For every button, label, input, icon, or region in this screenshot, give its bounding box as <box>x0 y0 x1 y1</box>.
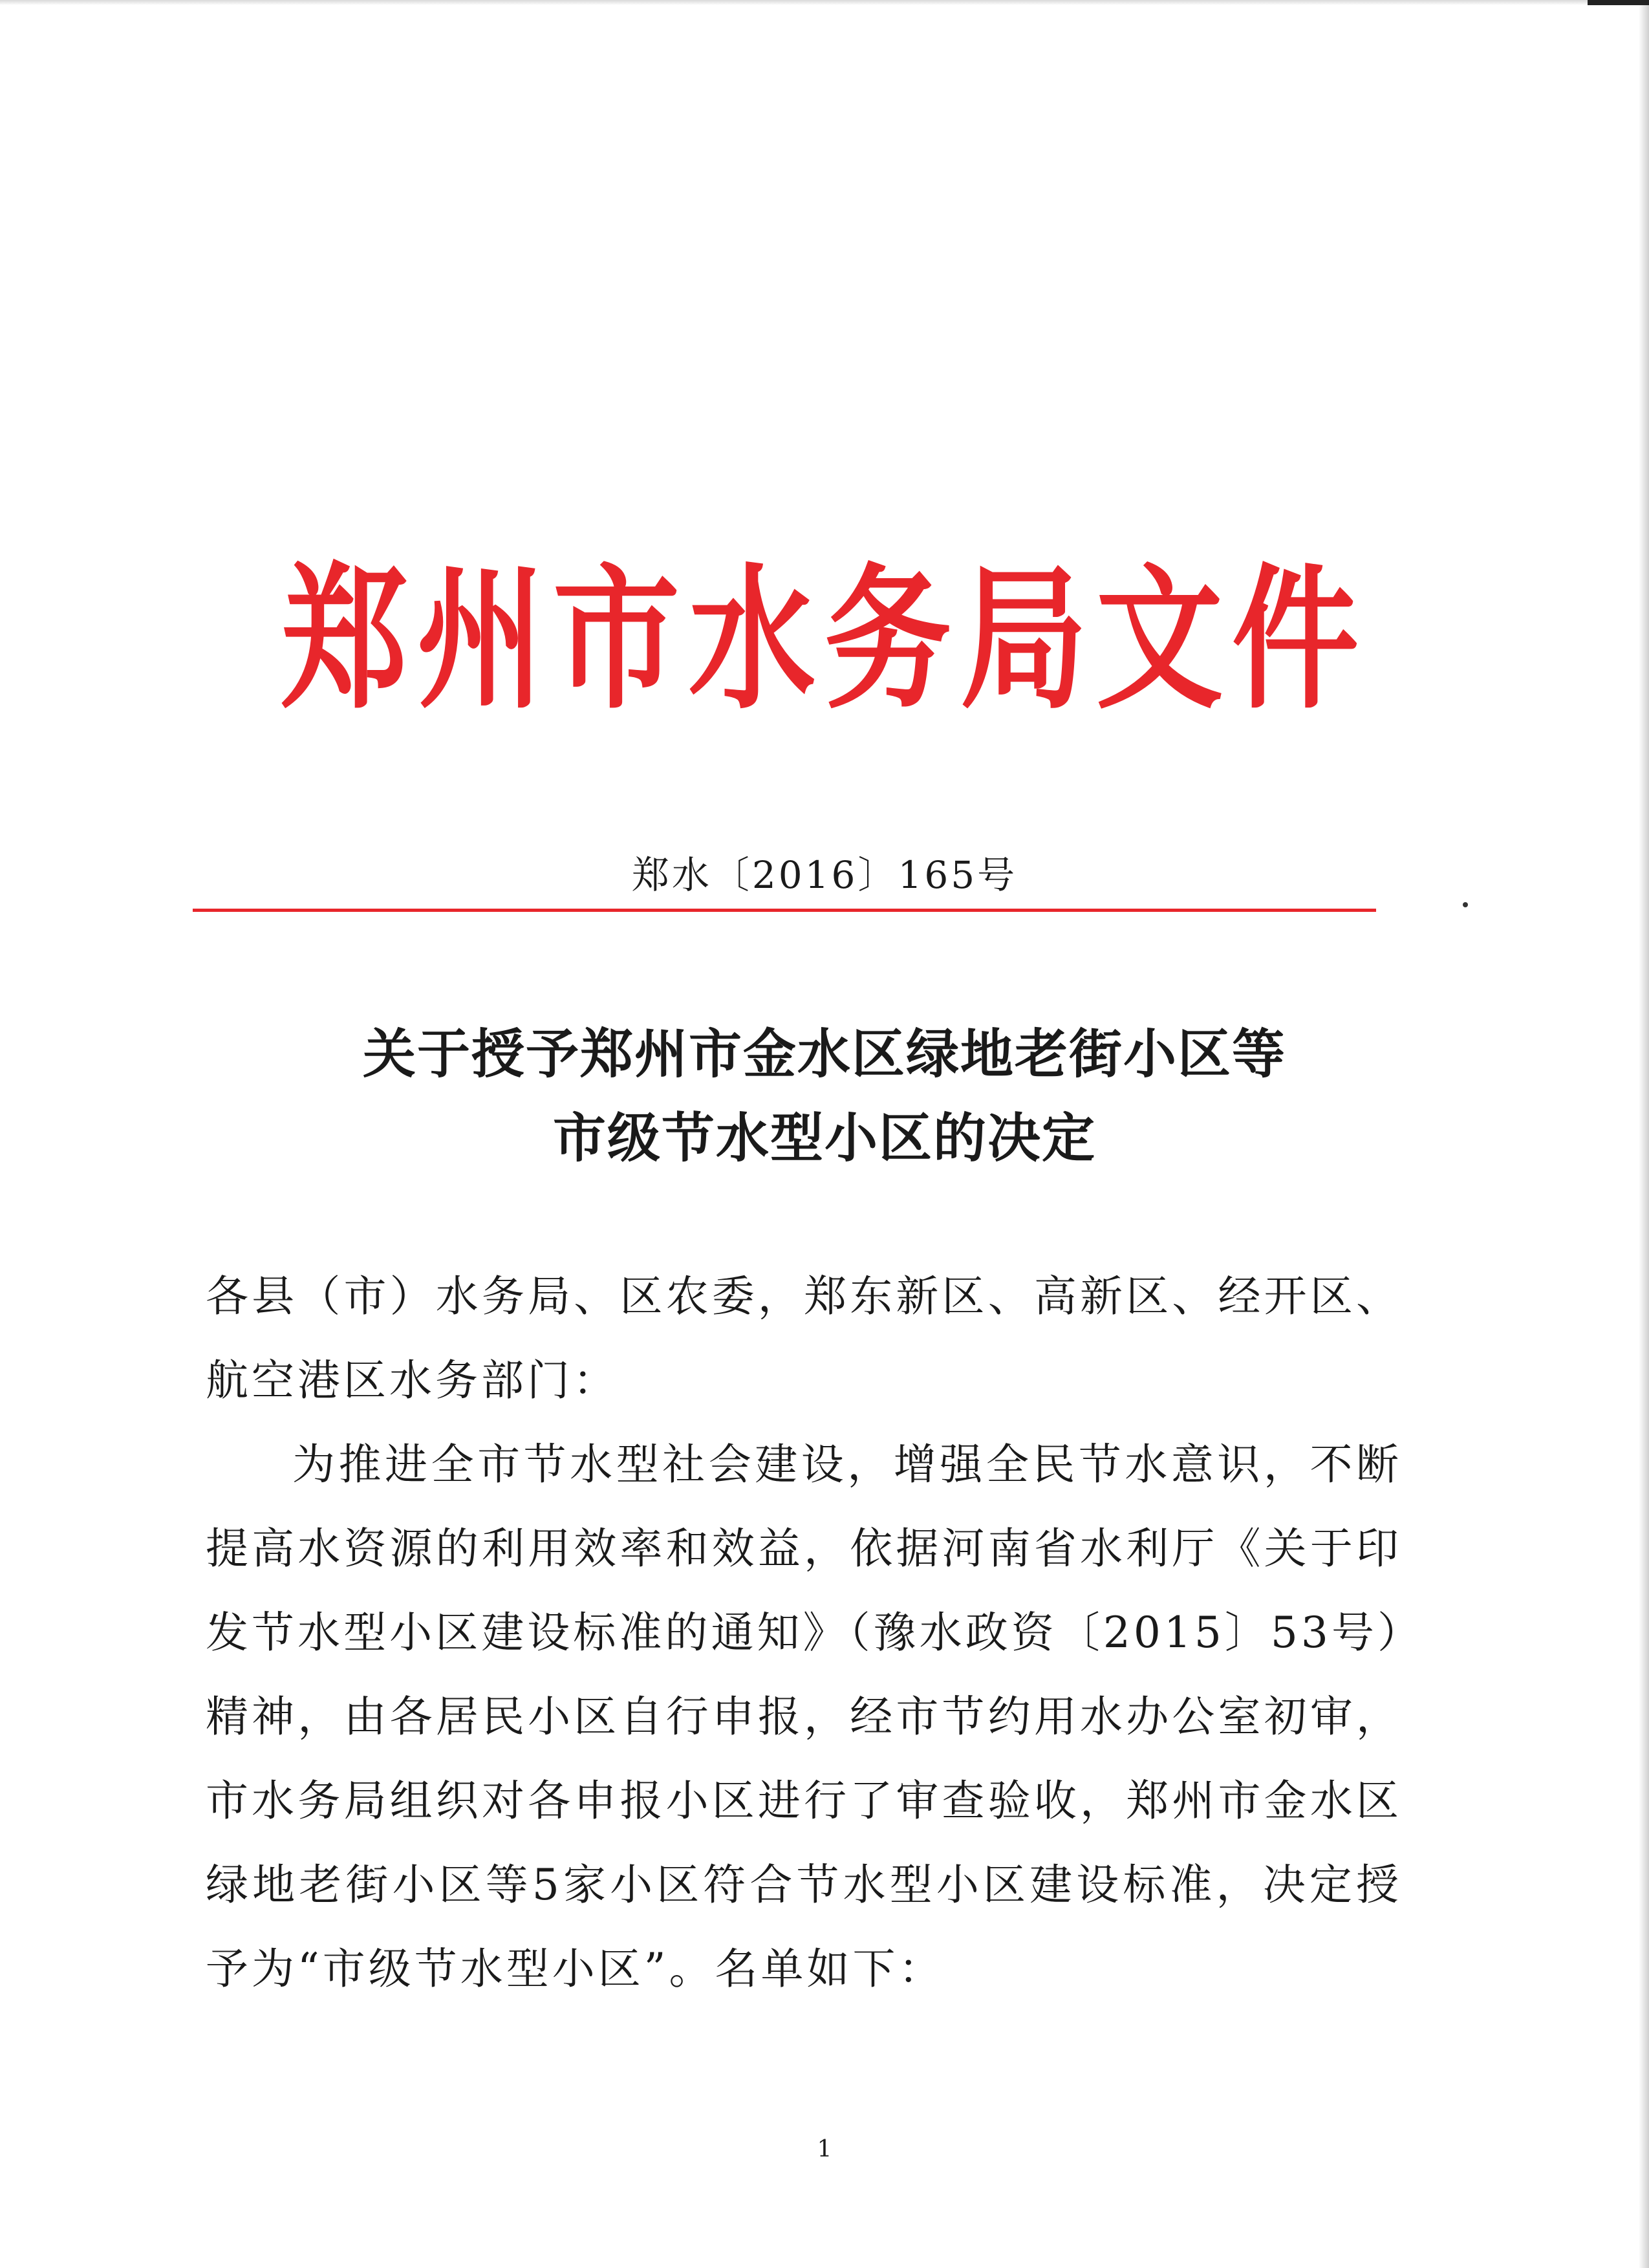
page-number: 1 <box>817 2136 832 2163</box>
stray-dot <box>1463 902 1468 907</box>
document-title-line-1: 关于授予郑州市金水区绿地老街小区等 <box>362 1023 1286 1085</box>
document-title-line-2: 市级节水型小区的决定 <box>552 1107 1096 1169</box>
scan-edge-top <box>0 0 1649 5</box>
body-paragraph-1: 为推进全市节水型社会建设，增强全民节水意识，不断提高水资源的利用效率和效益，依据河南省水利厅《关于印发节水型小区建设标准的通知》（豫水政资〔2015〕53号）精神，由各居民小区自行申报，经市节约用水办公室初审，市水务局组织对各申报小区进行了审查验收，郑州市金水区绿地老街小区等5家小区符合节水型小区建设标准，决定授予为“市级节水型小区”。名单如下： <box>206 1440 1402 1994</box>
salutation: 各县（市）水务局、区农委，郑东新区、高新区、经开区、航空港区水务部门： <box>206 1271 1402 1405</box>
document-number: 郑水〔2016〕165号 <box>631 853 1018 897</box>
scan-mark <box>1588 0 1649 5</box>
red-divider-line <box>193 909 1376 912</box>
red-header-title: 郑州市水务局文件 <box>281 550 1368 731</box>
document-title <box>0 1012 1649 1180</box>
document-body <box>206 1255 1402 2011</box>
